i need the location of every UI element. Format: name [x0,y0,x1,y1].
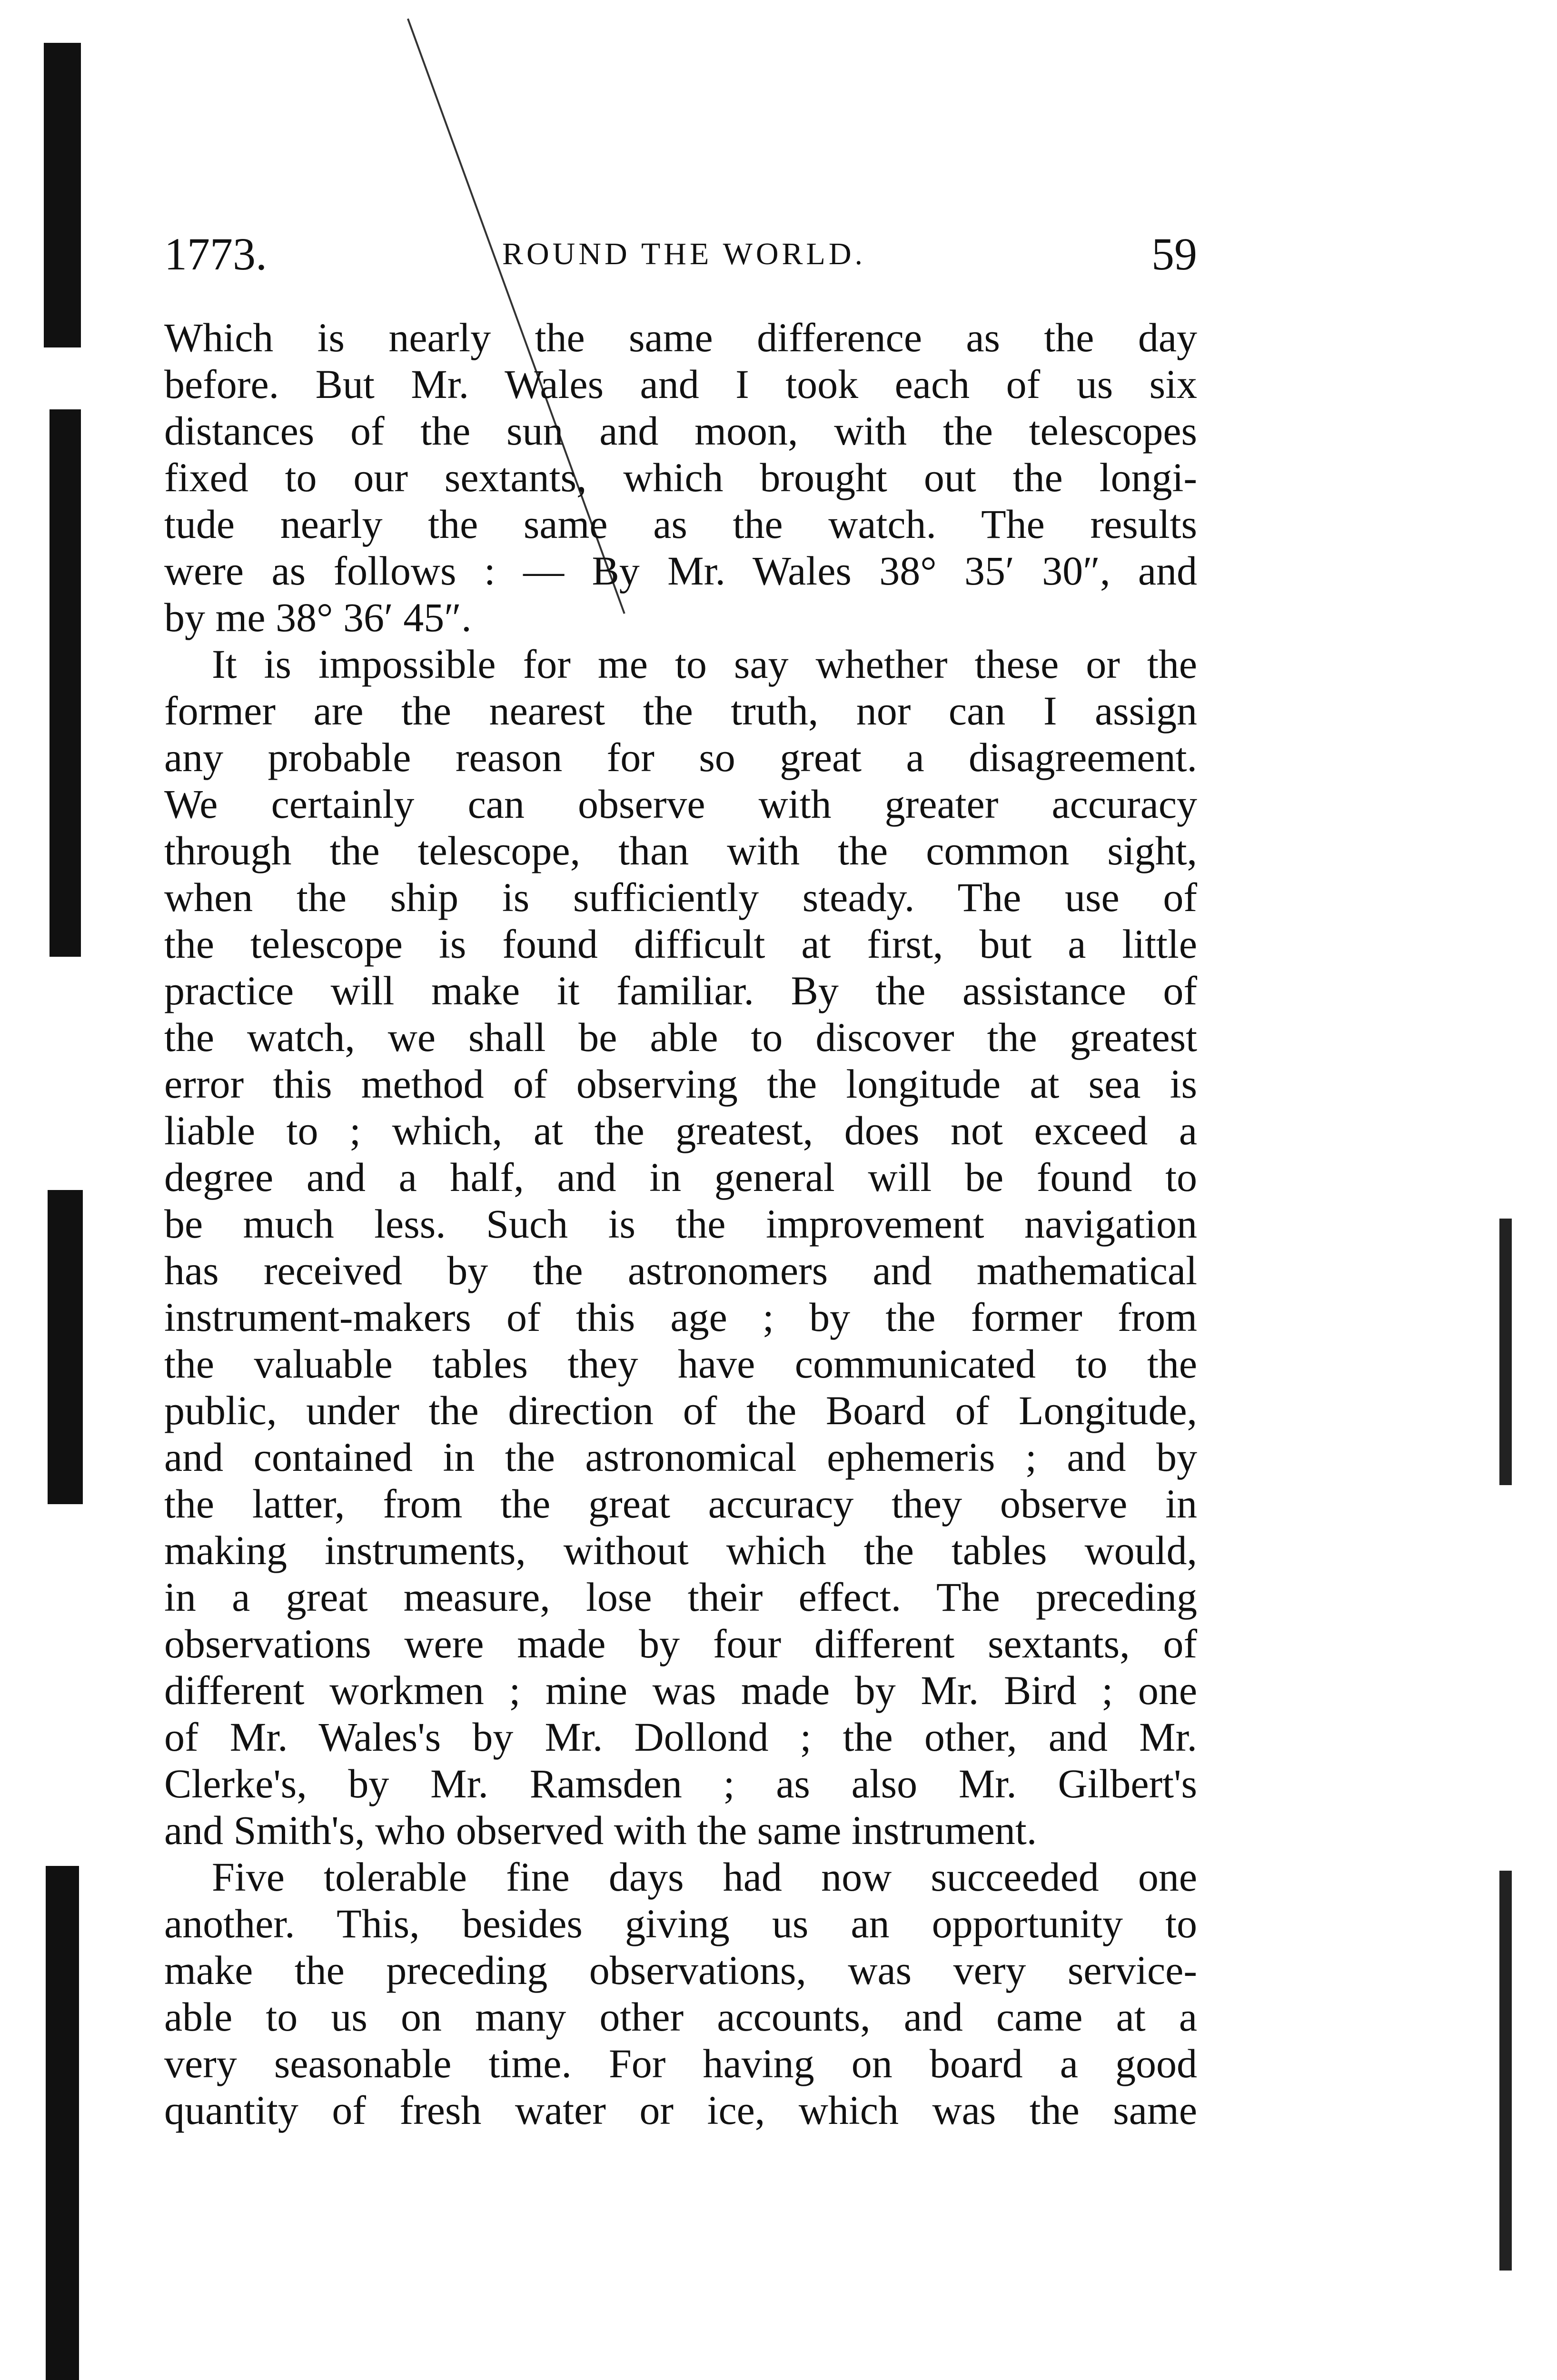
text-line: before. But Mr. Wales and I took each of us six [164,361,1197,407]
text-line: degree and a half, and in general will be found to [164,1154,1197,1200]
page-edge-mark [1499,1871,1512,2271]
binding-shadow [50,409,81,957]
text-line: by me 38° 36′ 45″. [164,595,472,640]
text-line: were as follows : — By Mr. Wales 38° 35′ 30″, and [164,548,1197,594]
text-line: observations were made by four different sextants, of [164,1621,1197,1666]
paragraph-start-line: Five tolerable fine days had now succeeded one [212,1854,1197,1900]
text-line: distances of the sun and moon, with the telescopes [164,408,1197,454]
binding-shadow [48,1190,83,1504]
text-line: different workmen ; mine was made by Mr. Bird ; one [164,1667,1197,1713]
text-line: in a great measure, lose their effect. The preceding [164,1574,1197,1620]
text-line: former are the nearest the truth, nor can I assign [164,688,1197,734]
binding-shadow [46,1866,79,2380]
body-text [164,314,1197,2133]
text-line: liable to ; which, at the greatest, does not exceed a [164,1108,1197,1153]
text-line: any probable reason for so great a disagreement. [164,734,1197,780]
text-line: We certainly can observe with greater accuracy [164,781,1197,827]
text-line: the watch, we shall be able to discover the greatest [164,1014,1197,1060]
text-line: able to us on many other accounts, and came at a [164,1994,1197,2040]
text-line: instrument-makers of this age ; by the former from [164,1294,1197,1340]
text-line: and contained in the astronomical ephemeris ; and by [164,1434,1197,1480]
text-line: the telescope is found difficult at first, but a little [164,921,1197,967]
page-number: 59 [1151,228,1197,279]
text-line: Clerke's, by Mr. Ramsden ; as also Mr. Gilbert's [164,1761,1197,1806]
text-line: make the preceding observations, was very service- [164,1947,1197,1993]
paragraph-start-line: It is impossible for me to say whether these or the [212,641,1197,687]
running-title: ROUND THE WORLD. [502,237,866,271]
text-line: fixed to our sextants, which brought out the longi- [164,455,1197,500]
text-line: making instruments, without which the tables would, [164,1527,1197,1573]
text-line: very seasonable time. For having on board a good [164,2041,1197,2086]
text-line: public, under the direction of the Board of Longitude, [164,1388,1197,1433]
text-line: the latter, from the great accuracy they observe in [164,1481,1197,1527]
running-header [164,228,1197,294]
text-line: of Mr. Wales's by Mr. Dollond ; the other, and Mr. [164,1714,1197,1760]
page-edge-mark [1499,1219,1512,1485]
text-line: practice will make it familiar. By the assistance of [164,968,1197,1013]
text-line: Which is nearly the same difference as the day [164,315,1197,360]
binding-shadow [44,43,81,347]
header-year: 1773. [164,228,267,279]
text-line: and Smith's, who observed with the same instrument. [164,1807,1037,1853]
text-line: be much less. Such is the improvement navigation [164,1201,1197,1247]
text-line: another. This, besides giving us an opportunity to [164,1901,1197,1946]
text-line: quantity of fresh water or ice, which was the same [164,2087,1197,2133]
text-line: when the ship is sufficiently steady. The use of [164,874,1197,920]
text-line: has received by the astronomers and mathematical [164,1248,1197,1293]
text-line: tude nearly the same as the watch. The results [164,501,1197,547]
text-line: error this method of observing the longitude at sea is [164,1061,1197,1107]
text-line: through the telescope, than with the common sight, [164,828,1197,873]
text-line: the valuable tables they have communicated to the [164,1341,1197,1387]
